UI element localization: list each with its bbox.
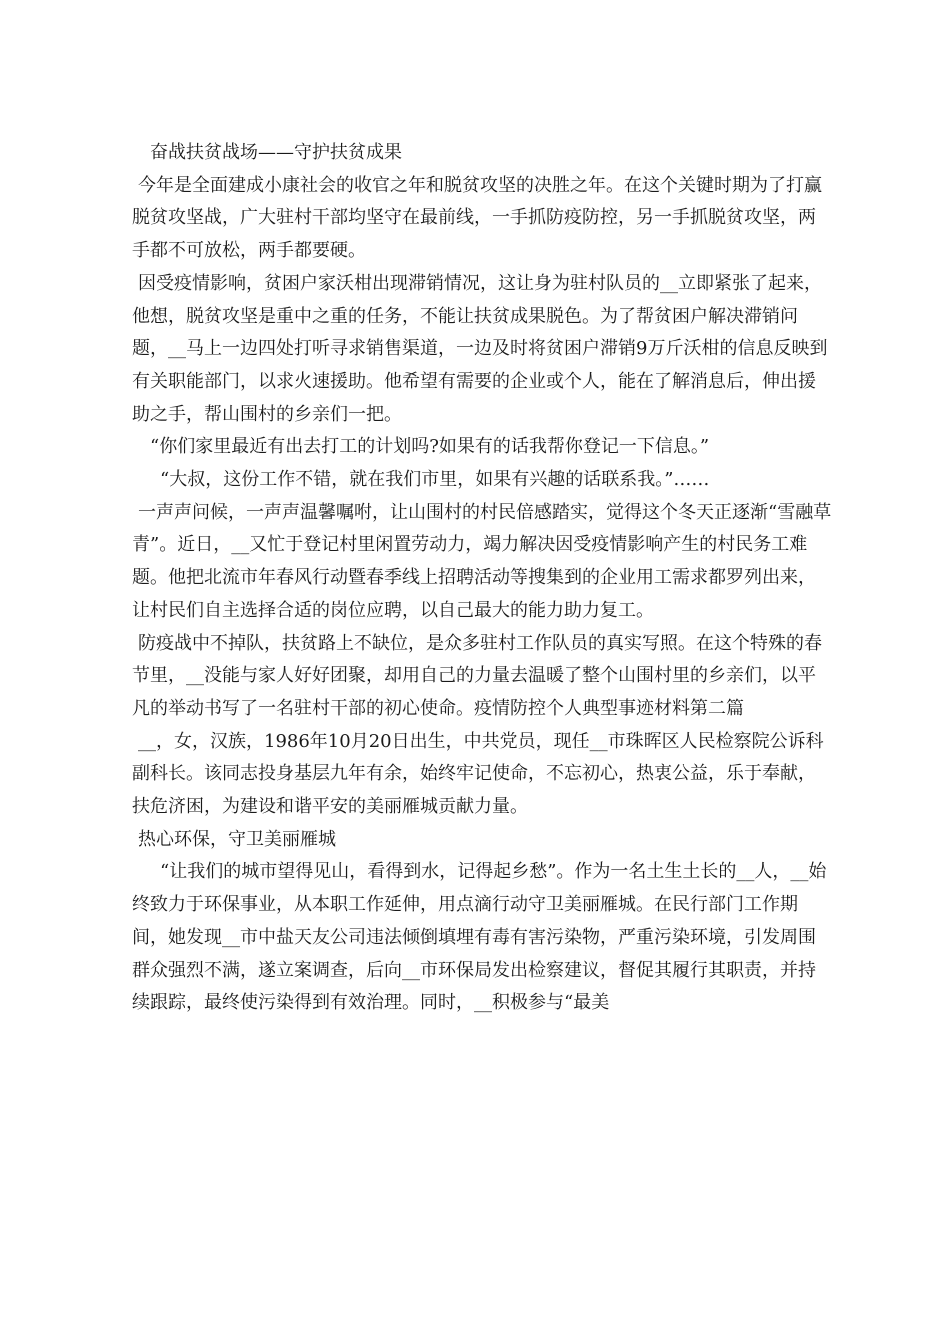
- paragraph: 防疫战中不掉队，扶贫路上不缺位，是众多驻村工作队员的真实写照。在这个特殊的春节里，__没能与家人好好团聚，却用自己的力量去温暖了整个山围村里的乡亲们，以平凡的举动书写了一名驻村干部的初心使命。疫情防控个人典型事迹材料第二篇: [132, 632, 822, 719]
- paragraph: 因受疫情影响，贫困户家沃柑出现滞销情况，这让身为驻村队员的__立即紧张了起来，他想，脱贫攻坚是重中之重的任务，不能让扶贫成果脱色。为了帮贫困户解决滞销问题，__马上一边四处打听寻求销售渠道，一边及时将贫困户滞销9万斤沃柑的信息反映到有关职能部门，以求火速援助。他希望有需要的企业或个人，能在了解消息后，伸出援助之手，帮山围村的乡亲们一把。: [132, 272, 828, 425]
- paragraph: “大叔，这份工作不错，就在我们市里，如果有兴趣的话联系我。”……: [160, 469, 710, 491]
- paragraph: “让我们的城市望得见山，看得到水，记得起乡愁”。作为一名土生土长的__人，__始终致力于环保事业，从本职工作延伸，用点滴行动守卫美丽雁城。在民行部门工作期间，她发现__市中盐天友公司违法倾倒填埋有毒有害污染物，严重污染环境，引发周围群众强烈不满，遂立案调查，后向__市环保局发出检察建议，督促其履行其职责，并持续跟踪，最终使污染得到有效治理。同时，__积极参与“最美: [132, 861, 827, 1014]
- document-body: [132, 137, 832, 1020]
- paragraph: __，女，汉族，1986年10月20日出生，中共党员，现任__市珠晖区人民检察院公诉科副科长。该同志投身基层九年有余，始终牢记使命，不忘初心，热衷公益，乐于奉献，扶危济困，为建设和谐平安的美丽雁城贡献力量。: [132, 730, 824, 818]
- section-heading: 热心环保，守卫美丽雁城: [138, 828, 336, 850]
- document-title: 奋战扶贫战场——守护扶贫成果: [150, 142, 402, 163]
- paragraph: 一声声问候，一声声温馨嘱咐，让山围村的村民倍感踏实，觉得这个冬天正逐渐“雪融草青”。近日，__又忙于登记村里闲置劳动力，竭力解决因受疫情影响产生的村民务工难题。他把北流市年春风行动暨春季线上招聘活动等搜集到的企业用工需求都罗列出来，让村民们自主选择合适的岗位应聘，以自己最大的能力助力复工。: [132, 501, 832, 621]
- paragraph: “你们家里最近有出去打工的计划吗?如果有的话我帮你登记一下信息。”: [150, 436, 710, 458]
- paragraph: 今年是全面建成小康社会的收官之年和脱贫攻坚的决胜之年。在这个关键时期为了打赢脱贫攻坚战，广大驻村干部均坚守在最前线，一手抓防疫防控，另一手抓脱贫攻坚，两手都不可放松，两手都要硬。: [132, 174, 822, 262]
